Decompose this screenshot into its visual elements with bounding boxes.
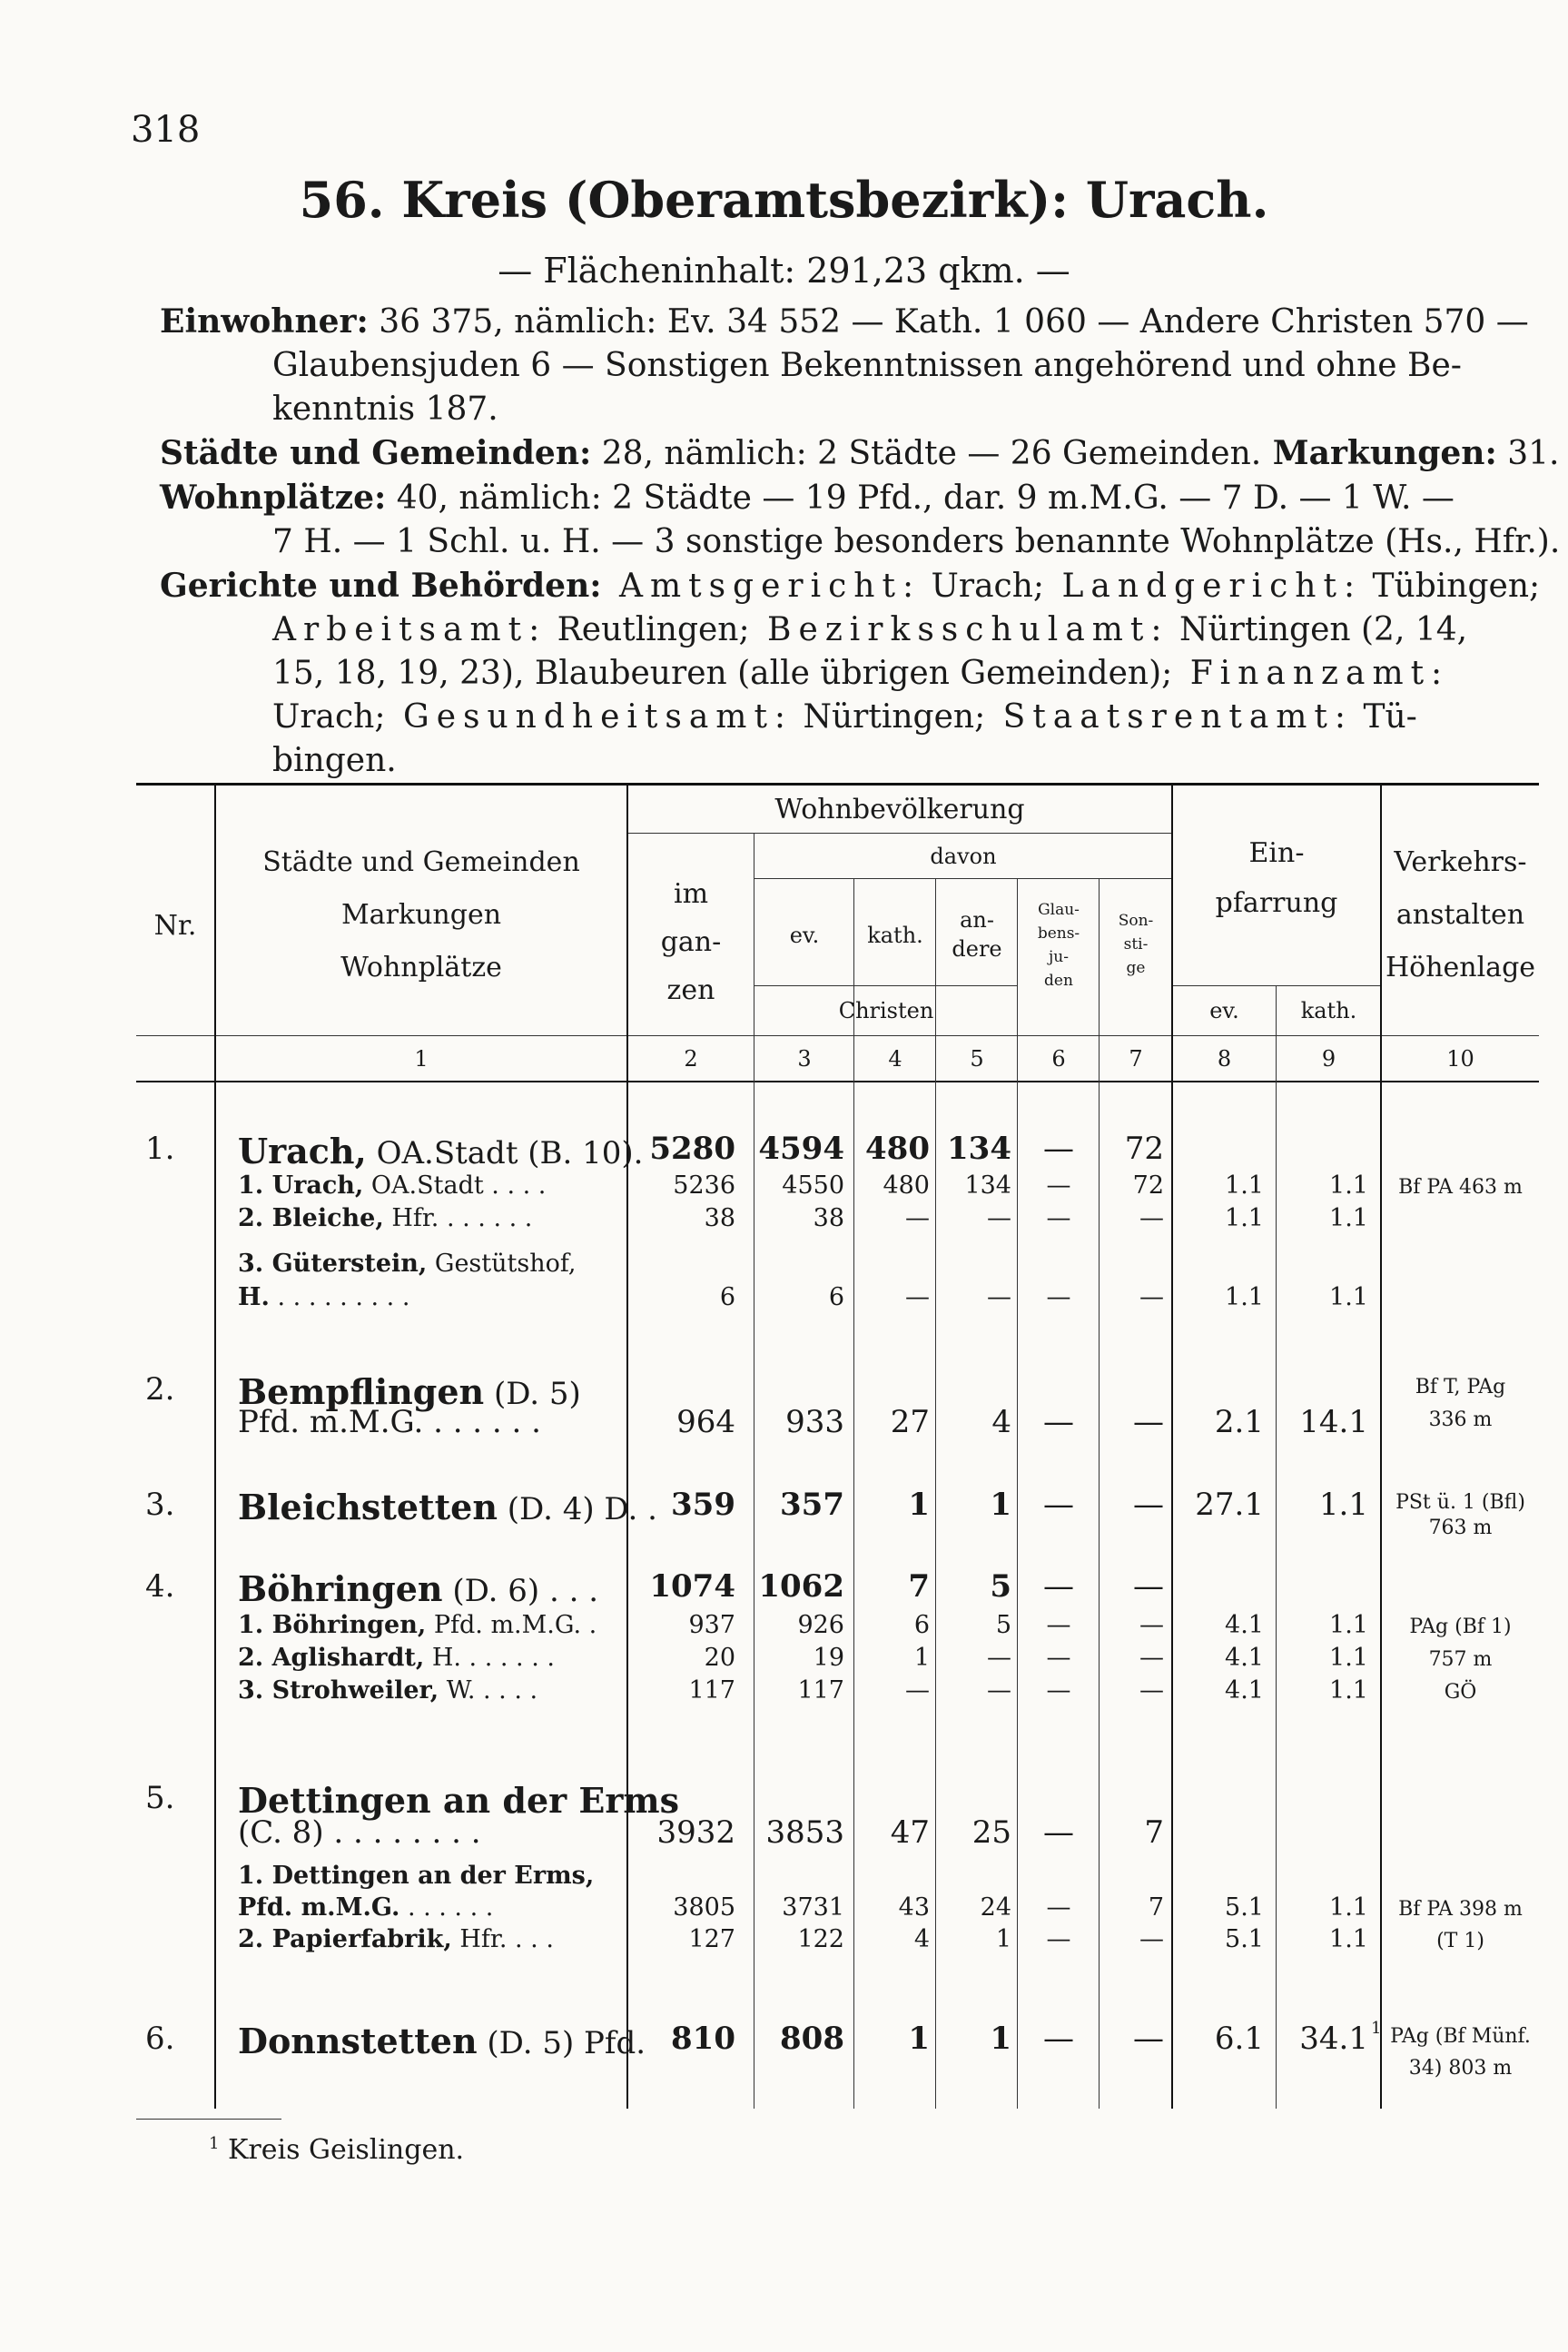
row-sonst: 7 bbox=[1144, 1814, 1164, 1851]
row-ev: 38 bbox=[813, 1204, 844, 1232]
row-verkehr: (T 1) bbox=[1436, 1930, 1484, 1952]
intro-block bbox=[160, 300, 1561, 783]
einwohner-label: Einwohner: bbox=[160, 302, 369, 341]
row-name-rest: . . . . . . bbox=[399, 1893, 494, 1922]
row-nr: 4. bbox=[145, 1568, 175, 1605]
row-name bbox=[238, 2021, 646, 2061]
row-name-main: H. bbox=[238, 1283, 270, 1311]
row-name-main: Bempflingen bbox=[238, 1371, 485, 1412]
row-kath: 47 bbox=[890, 1814, 930, 1851]
row-andere: 25 bbox=[971, 1814, 1011, 1851]
row-ev: 6 bbox=[828, 1283, 844, 1311]
header-sonst-1: Son- bbox=[1118, 912, 1154, 930]
row-name bbox=[238, 1893, 624, 1922]
header-gan: gan- bbox=[660, 926, 722, 958]
row-p-kath: 1.1 bbox=[1329, 1611, 1368, 1639]
row-kath: 27 bbox=[890, 1404, 930, 1440]
bezirksschulamt-value-2: 15, 18, 19, 23), Blaubeuren (alle übrigen Gemeinden); bbox=[272, 655, 1173, 692]
header-juden-3: ju- bbox=[1049, 948, 1069, 966]
row-ev: 926 bbox=[797, 1611, 844, 1639]
row-p-kath: 1.1 bbox=[1329, 1283, 1368, 1311]
colnum-bottom-rule bbox=[136, 1081, 1539, 1082]
row-ganz: 1074 bbox=[649, 1568, 735, 1605]
header-juden-2: bens- bbox=[1037, 924, 1080, 943]
row-verkehr: Bf T, PAg bbox=[1415, 1376, 1506, 1398]
row-name-main: 1. Böhringen, bbox=[238, 1611, 427, 1639]
gerichte-line-5: bingen. bbox=[272, 742, 397, 779]
row-name-rest: . . . . . . bbox=[423, 1404, 541, 1440]
row-kath: 1 bbox=[908, 2021, 930, 2057]
vline-juden bbox=[1099, 878, 1100, 2109]
row-kath: 6 bbox=[913, 1611, 930, 1639]
row-p-kath: 1.1 bbox=[1329, 1925, 1368, 1953]
gerichte-line-2 bbox=[160, 608, 1522, 652]
row-andere: — bbox=[987, 1204, 1011, 1232]
wohnplaetze-text: 40, nämlich: 2 Städte — 19 Pfd., dar. 9 m.M.G. — 7 D. — 1 W. — bbox=[386, 479, 1455, 517]
row-kath: 480 bbox=[883, 1171, 930, 1200]
header-verkehrs-1: Verkehrs- bbox=[1394, 846, 1527, 878]
row-ganz: 117 bbox=[688, 1676, 735, 1705]
header-markungen: Markungen bbox=[340, 899, 502, 931]
row-name bbox=[238, 1204, 624, 1232]
row-kath: 1 bbox=[913, 1644, 930, 1672]
row-sonst: — bbox=[1133, 1404, 1164, 1440]
row-juden: — bbox=[1043, 2021, 1074, 2057]
row-name bbox=[238, 1171, 624, 1200]
row-name-main: 1. Urach, bbox=[238, 1171, 364, 1200]
row-ev: 3731 bbox=[782, 1893, 844, 1922]
footnote-rule bbox=[136, 2119, 281, 2120]
finanzamt-value: Urach; bbox=[272, 698, 386, 736]
row-name-main: 3. Strohweiler, bbox=[238, 1676, 439, 1705]
row-nr: 3. bbox=[145, 1487, 175, 1523]
row-name-rest: (D. 5) bbox=[484, 1376, 581, 1412]
row-name-rest: Hfr. . . . bbox=[451, 1925, 554, 1953]
row-ganz: 964 bbox=[676, 1404, 735, 1440]
davon-rule bbox=[754, 878, 1171, 879]
row-juden: — bbox=[1046, 1644, 1071, 1672]
header-einpfarrung-1: Ein- bbox=[1248, 837, 1305, 869]
row-sonst: 72 bbox=[1132, 1171, 1164, 1200]
markungen-label: Markungen: bbox=[1261, 434, 1497, 472]
header-einpfarrung-ev: ev. bbox=[1209, 998, 1239, 1023]
row-name-main: Bleichstetten bbox=[238, 1487, 498, 1527]
row-name bbox=[238, 1862, 624, 1890]
row-name-rest: Gestütshof, bbox=[427, 1250, 577, 1278]
row-verkehr: PAg (Bf 1) bbox=[1409, 1616, 1512, 1638]
row-andere: 24 bbox=[980, 1893, 1011, 1922]
row-name-rest: W. . . . . bbox=[439, 1676, 538, 1705]
row-name-rest: Pfd. m.M.G. . bbox=[426, 1611, 597, 1639]
wohnplaetze-line-1 bbox=[160, 476, 1522, 520]
row-name-rest: OA.Stadt (B. 10). bbox=[366, 1135, 644, 1171]
row-sonst: 7 bbox=[1148, 1893, 1164, 1922]
row-ganz: 937 bbox=[688, 1611, 735, 1639]
row-juden: — bbox=[1046, 1204, 1071, 1232]
row-name-rest: Hfr. . . . . . . bbox=[383, 1204, 533, 1232]
row-name-rest: (C. 8) . . . . . . . . bbox=[238, 1814, 481, 1851]
header-christen: Christen bbox=[838, 998, 934, 1023]
landgericht-label: Landgericht: bbox=[1044, 568, 1363, 605]
row-p-kath: 1.1 bbox=[1329, 1893, 1368, 1922]
row-sonst: — bbox=[1133, 2021, 1164, 2057]
colnum-9: 9 bbox=[1321, 1046, 1336, 1072]
gesundheitsamt-value: Nürtingen; bbox=[793, 698, 986, 736]
row-ev: 357 bbox=[780, 1487, 844, 1523]
table-top-rule bbox=[136, 783, 1539, 786]
row-pkath-footnote: 1 bbox=[1371, 2019, 1382, 2038]
amtsgericht-value: Urach; bbox=[921, 568, 1045, 605]
row-name-main: Pfd. m.M.G. bbox=[238, 1893, 400, 1922]
header-zen: zen bbox=[666, 974, 715, 1006]
row-p-ev: 4.1 bbox=[1225, 1644, 1264, 1672]
row-kath: 1 bbox=[908, 1487, 930, 1523]
row-kath: — bbox=[905, 1204, 930, 1232]
header-wohnbevoelkerung: Wohnbevölkerung bbox=[774, 794, 1025, 825]
row-p-kath: 1.1 bbox=[1329, 1171, 1368, 1200]
row-name bbox=[238, 1568, 624, 1609]
row-ev: 4594 bbox=[758, 1131, 844, 1167]
staedte-line bbox=[160, 431, 1560, 476]
christen-rule bbox=[754, 985, 1017, 986]
vline-andere bbox=[1017, 878, 1018, 2109]
amtsgericht-label: Amtsgericht: bbox=[601, 568, 922, 605]
finanzamt-label: Finanzamt: bbox=[1172, 655, 1450, 692]
header-ev: ev. bbox=[789, 923, 820, 948]
row-kath: 480 bbox=[865, 1131, 930, 1167]
row-name-main: Urach, bbox=[238, 1131, 367, 1171]
row-sonst: 72 bbox=[1124, 1131, 1164, 1167]
row-verkehr: Bf PA 398 m bbox=[1398, 1898, 1523, 1921]
row-juden: — bbox=[1043, 1814, 1074, 1851]
row-juden: — bbox=[1046, 1925, 1071, 1953]
markungen-text: 31. bbox=[1496, 435, 1560, 472]
row-ev: 3853 bbox=[765, 1814, 844, 1851]
row-p-kath: 1.1 bbox=[1329, 1644, 1368, 1672]
row-nr: 5. bbox=[145, 1780, 175, 1816]
row-ganz: 5280 bbox=[649, 1131, 735, 1167]
row-juden: — bbox=[1046, 1893, 1071, 1922]
row-name bbox=[238, 1611, 624, 1639]
row-name-rest: (D. 4) D. . bbox=[497, 1491, 657, 1527]
row-ev: 122 bbox=[797, 1925, 844, 1953]
row-juden: — bbox=[1046, 1611, 1071, 1639]
row-ev: 1062 bbox=[758, 1568, 844, 1605]
row-andere: 5 bbox=[990, 1568, 1011, 1605]
header-wohnplaetze: Wohnplätze bbox=[340, 952, 502, 983]
row-name bbox=[238, 1283, 624, 1311]
row-name bbox=[238, 1814, 624, 1851]
footnote bbox=[209, 2134, 464, 2166]
row-andere: 1 bbox=[990, 1487, 1011, 1523]
header-einpfarrung-2: pfarrung bbox=[1215, 887, 1338, 919]
colnum-10: 10 bbox=[1446, 1046, 1474, 1072]
gerichte-line-1 bbox=[160, 564, 1541, 608]
row-sonst: — bbox=[1139, 1283, 1164, 1311]
row-ganz: 38 bbox=[704, 1204, 735, 1232]
row-kath: 43 bbox=[898, 1893, 930, 1922]
row-p-kath: 1.1 bbox=[1329, 1676, 1368, 1705]
row-ev: 4550 bbox=[782, 1171, 844, 1200]
row-p-kath: 34.1 bbox=[1299, 2021, 1368, 2057]
header-kath: kath. bbox=[867, 923, 923, 948]
row-ganz: 6 bbox=[719, 1283, 735, 1311]
row-name-main: 1. Dettingen an der Erms, bbox=[238, 1862, 595, 1890]
row-p-ev: 6.1 bbox=[1214, 2021, 1264, 2057]
row-nr: 2. bbox=[145, 1371, 175, 1408]
row-nr: 1. bbox=[145, 1131, 175, 1167]
row-andere: — bbox=[987, 1644, 1011, 1672]
row-ev: 808 bbox=[780, 2021, 844, 2057]
row-p-ev: 2.1 bbox=[1214, 1404, 1264, 1440]
gerichte-line-4 bbox=[160, 696, 1522, 739]
header-verkehrs-2: anstalten bbox=[1395, 899, 1525, 931]
row-juden: — bbox=[1046, 1171, 1071, 1200]
row-name bbox=[238, 1131, 644, 1171]
arbeitsamt-value: Reutlingen; bbox=[547, 611, 750, 648]
row-juden: — bbox=[1046, 1283, 1071, 1311]
header-sonst-3: ge bbox=[1126, 959, 1146, 977]
einwohner-line-3: kenntnis 187. bbox=[272, 390, 498, 428]
row-juden: — bbox=[1046, 1676, 1071, 1705]
staedte-text: 28, nämlich: 2 Städte — 26 Gemeinden. bbox=[591, 435, 1262, 472]
header-andere-1: an- bbox=[960, 907, 994, 933]
row-name bbox=[238, 1404, 624, 1440]
row-p-ev: 1.1 bbox=[1225, 1171, 1264, 1200]
row-kath: 7 bbox=[908, 1568, 930, 1605]
row-p-kath: 1.1 bbox=[1318, 1487, 1368, 1523]
row-andere: 1 bbox=[990, 2021, 1011, 2057]
row-sonst: — bbox=[1139, 1644, 1164, 1672]
row-sonst: — bbox=[1139, 1611, 1164, 1639]
row-verkehr: PSt ü. 1 (Bfl) bbox=[1395, 1491, 1525, 1514]
row-p-ev: 27.1 bbox=[1195, 1487, 1264, 1523]
colnum-2: 2 bbox=[684, 1046, 698, 1072]
row-name-main: Donnstetten bbox=[238, 2021, 478, 2061]
row-ganz: 20 bbox=[704, 1644, 735, 1672]
row-ganz: 127 bbox=[688, 1925, 735, 1953]
row-p-kath: 14.1 bbox=[1299, 1404, 1368, 1440]
row-verkehr: 336 m bbox=[1428, 1408, 1493, 1431]
row-andere: 134 bbox=[964, 1171, 1011, 1200]
row-andere: 134 bbox=[947, 1131, 1011, 1167]
colnum-3: 3 bbox=[797, 1046, 812, 1072]
row-andere: — bbox=[987, 1283, 1011, 1311]
row-p-ev: 1.1 bbox=[1225, 1204, 1264, 1232]
row-name bbox=[238, 1487, 657, 1527]
row-p-ev: 4.1 bbox=[1225, 1611, 1264, 1639]
header-nr: Nr. bbox=[153, 910, 197, 942]
row-name bbox=[238, 1676, 624, 1705]
row-ganz: 5236 bbox=[673, 1171, 735, 1200]
row-ev: 933 bbox=[785, 1404, 844, 1440]
row-name-main: 3. Güterstein, bbox=[238, 1250, 428, 1278]
colnum-7: 7 bbox=[1129, 1046, 1143, 1072]
bezirksschulamt-label: Bezirksschulamt: bbox=[749, 611, 1169, 648]
row-name-main: Böhringen bbox=[238, 1568, 443, 1609]
row-name-rest: . . . . . . . . . bbox=[269, 1283, 410, 1311]
area-line: — Flächeninhalt: 291,23 qkm. — bbox=[498, 251, 1070, 291]
row-p-ev: 5.1 bbox=[1225, 1893, 1264, 1922]
row-name-rest: (D. 5) Pfd. bbox=[477, 2025, 646, 2061]
gerichte-label: Gerichte und Behörden: bbox=[160, 567, 602, 605]
footnote-text: Kreis Geislingen. bbox=[219, 2134, 465, 2166]
row-name-main: Dettingen an der Erms bbox=[238, 1780, 679, 1821]
vline-kath bbox=[935, 878, 936, 2109]
row-name-main: Pfd. m.M.G. bbox=[238, 1404, 424, 1440]
landgericht-value: Tübingen; bbox=[1362, 568, 1541, 605]
gesundheitsamt-label: Gesundheitsamt: bbox=[385, 698, 794, 736]
wohnbev-rule bbox=[626, 833, 1171, 834]
row-name-rest: OA.Stadt . . . . bbox=[363, 1171, 547, 1200]
row-verkehr: 757 m bbox=[1428, 1648, 1493, 1671]
vline-pev bbox=[1276, 985, 1277, 2109]
row-kath: 4 bbox=[913, 1925, 930, 1953]
header-im: im bbox=[673, 878, 709, 910]
row-andere: 5 bbox=[995, 1611, 1011, 1639]
einwohner-line-1 bbox=[160, 300, 1529, 344]
row-sonst: — bbox=[1139, 1676, 1164, 1705]
einwohner-line-2: Glaubensjuden 6 — Sonstigen Bekenntnissen angehörend und ohne Be- bbox=[272, 347, 1462, 384]
row-name bbox=[238, 1925, 624, 1953]
header-davon: davon bbox=[930, 844, 997, 869]
colnum-4: 4 bbox=[888, 1046, 902, 1072]
row-juden: — bbox=[1043, 1487, 1074, 1523]
row-name bbox=[238, 1250, 624, 1278]
row-name-main: 2. Papierfabrik, bbox=[238, 1925, 452, 1953]
header-hoehenlage: Höhenlage bbox=[1385, 952, 1536, 983]
staatsrentamt-label: Staatsrentamt: bbox=[985, 698, 1354, 736]
row-nr: 6. bbox=[145, 2021, 175, 2057]
row-name-rest: (D. 6) . . . bbox=[442, 1573, 599, 1609]
row-juden: — bbox=[1043, 1568, 1074, 1605]
header-juden-1: Glau- bbox=[1038, 901, 1080, 919]
vline-ev bbox=[853, 878, 854, 2109]
row-sonst: — bbox=[1139, 1204, 1164, 1232]
row-kath: — bbox=[905, 1283, 930, 1311]
row-verkehr: 34) 803 m bbox=[1408, 2057, 1513, 2080]
row-ev: 19 bbox=[813, 1644, 844, 1672]
page-title: 56. Kreis (Oberamtsbezirk): Urach. bbox=[299, 171, 1269, 229]
colnum-1: 1 bbox=[414, 1046, 429, 1072]
row-ev: 117 bbox=[797, 1676, 844, 1705]
row-p-ev: 5.1 bbox=[1225, 1925, 1264, 1953]
bezirksschulamt-value: Nürtingen (2, 14, bbox=[1169, 611, 1468, 648]
header-staedte: Städte und Gemeinden bbox=[262, 846, 580, 878]
row-ganz: 3932 bbox=[656, 1814, 735, 1851]
row-p-ev: 1.1 bbox=[1225, 1283, 1264, 1311]
footnote-marker: 1 bbox=[209, 2134, 220, 2153]
arbeitsamt-label: Arbeitsamt: bbox=[272, 611, 547, 648]
row-sonst: — bbox=[1133, 1487, 1164, 1523]
row-andere: 4 bbox=[991, 1404, 1011, 1440]
row-verkehr: GÖ bbox=[1444, 1681, 1477, 1704]
header-sonst-2: sti- bbox=[1123, 935, 1149, 954]
header-andere-2: dere bbox=[952, 936, 1002, 962]
header-bottom-rule bbox=[136, 1035, 1539, 1036]
row-sonst: — bbox=[1139, 1925, 1164, 1953]
row-verkehr: 763 m bbox=[1428, 1517, 1493, 1539]
row-name bbox=[238, 1644, 624, 1672]
row-name-main: 2. Bleiche, bbox=[238, 1204, 384, 1232]
colnum-8: 8 bbox=[1217, 1046, 1232, 1072]
row-ganz: 3805 bbox=[673, 1893, 735, 1922]
row-andere: — bbox=[987, 1676, 1011, 1705]
row-juden: — bbox=[1043, 1404, 1074, 1440]
row-verkehr: PAg (Bf Münf. bbox=[1390, 2025, 1531, 2048]
staedte-label: Städte und Gemeinden: bbox=[160, 434, 592, 472]
header-juden-4: den bbox=[1044, 972, 1073, 990]
row-ganz: 359 bbox=[671, 1487, 735, 1523]
wohnplaetze-label: Wohnplätze: bbox=[160, 479, 387, 517]
row-name-rest: H. . . . . . . bbox=[424, 1644, 555, 1672]
row-kath: — bbox=[905, 1676, 930, 1705]
row-verkehr: Bf PA 463 m bbox=[1398, 1176, 1523, 1199]
row-name-main: 2. Aglishardt, bbox=[238, 1644, 425, 1672]
colnum-5: 5 bbox=[970, 1046, 984, 1072]
gerichte-line-3 bbox=[160, 652, 1522, 696]
row-juden: — bbox=[1043, 1131, 1074, 1167]
page-number: 318 bbox=[131, 109, 201, 151]
row-andere: 1 bbox=[995, 1925, 1011, 1953]
row-ganz: 810 bbox=[671, 2021, 735, 2057]
einwohner-text: 36 375, nämlich: Ev. 34 552 — Kath. 1 060 — Andere Christen 570 — bbox=[368, 303, 1529, 341]
header-einpfarrung-kath: kath. bbox=[1300, 998, 1357, 1023]
row-sonst: — bbox=[1133, 1568, 1164, 1605]
row-p-ev: 4.1 bbox=[1225, 1676, 1264, 1705]
staatsrentamt-value: Tü- bbox=[1353, 698, 1417, 736]
colnum-6: 6 bbox=[1051, 1046, 1066, 1072]
wohnplaetze-line-2: 7 H. — 1 Schl. u. H. — 3 sonstige besonders benannte Wohnplätze (Hs., Hfr.). bbox=[272, 523, 1561, 560]
row-p-kath: 1.1 bbox=[1329, 1204, 1368, 1232]
